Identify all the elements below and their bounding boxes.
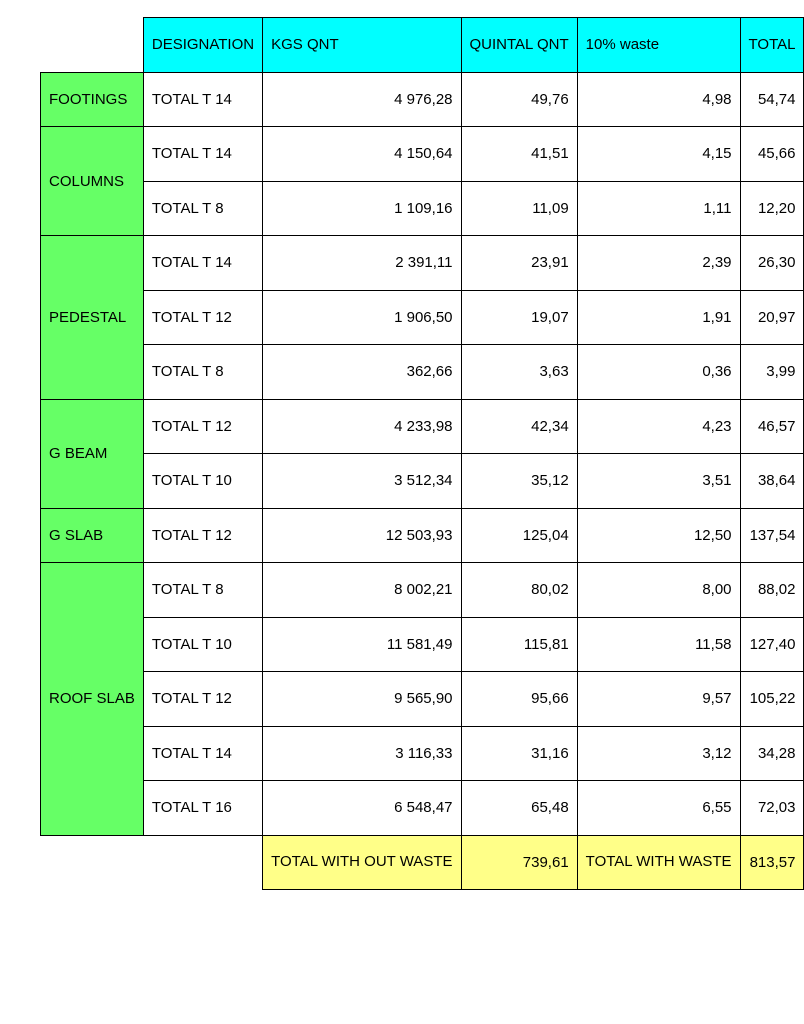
kgs-qnt-cell: 3 512,34: [263, 454, 461, 509]
category-cell: G BEAM: [41, 399, 144, 508]
total-cell: 38,64: [740, 454, 804, 509]
waste-cell: 2,39: [577, 236, 740, 291]
category-cell: COLUMNS: [41, 127, 144, 236]
total-cell: 34,28: [740, 726, 804, 781]
designation-cell: TOTAL T 14: [143, 127, 262, 182]
total-cell: 45,66: [740, 127, 804, 182]
header-waste: 10% waste: [577, 18, 740, 73]
table-row: [41, 726, 804, 781]
table-row: [41, 781, 804, 836]
total-cell: 88,02: [740, 563, 804, 618]
designation-cell: TOTAL T 14: [143, 236, 262, 291]
kgs-qnt-cell: 6 548,47: [263, 781, 461, 836]
quintal-qnt-cell: 31,16: [461, 726, 577, 781]
designation-cell: TOTAL T 12: [143, 672, 262, 727]
table-row: [41, 290, 804, 345]
kgs-qnt-cell: 12 503,93: [263, 508, 461, 563]
designation-cell: TOTAL T 10: [143, 617, 262, 672]
header-quintal-qnt: QUINTAL QNT: [461, 18, 577, 73]
total-cell: 54,74: [740, 72, 804, 127]
total-cell: 105,22: [740, 672, 804, 727]
quintal-qnt-cell: 3,63: [461, 345, 577, 400]
category-cell: FOOTINGS: [41, 72, 144, 127]
table-row: [41, 127, 804, 182]
kgs-qnt-cell: 3 116,33: [263, 726, 461, 781]
table-row: [41, 345, 804, 400]
table-row: [41, 617, 804, 672]
table-row: [41, 236, 804, 291]
header-designation: DESIGNATION: [143, 18, 262, 73]
total-cell: 137,54: [740, 508, 804, 563]
quintal-qnt-cell: 41,51: [461, 127, 577, 182]
quintal-qnt-cell: 65,48: [461, 781, 577, 836]
designation-cell: TOTAL T 12: [143, 399, 262, 454]
table-row: [41, 508, 804, 563]
total-cell: 12,20: [740, 181, 804, 236]
designation-cell: TOTAL T 10: [143, 454, 262, 509]
quintal-qnt-cell: 23,91: [461, 236, 577, 291]
kgs-qnt-cell: 9 565,90: [263, 672, 461, 727]
designation-cell: TOTAL T 14: [143, 72, 262, 127]
designation-cell: TOTAL T 8: [143, 345, 262, 400]
quintal-qnt-cell: 95,66: [461, 672, 577, 727]
designation-cell: TOTAL T 12: [143, 290, 262, 345]
total-cell: 20,97: [740, 290, 804, 345]
kgs-qnt-cell: 1 906,50: [263, 290, 461, 345]
quintal-qnt-cell: 49,76: [461, 72, 577, 127]
quintal-qnt-cell: 11,09: [461, 181, 577, 236]
total-without-waste-label: TOTAL WITH OUT WASTE: [263, 835, 461, 890]
waste-cell: 4,98: [577, 72, 740, 127]
total-cell: 46,57: [740, 399, 804, 454]
waste-cell: 9,57: [577, 672, 740, 727]
table-row: [41, 454, 804, 509]
total-with-waste-label: TOTAL WITH WASTE: [577, 835, 740, 890]
designation-cell: TOTAL T 8: [143, 563, 262, 618]
waste-cell: 11,58: [577, 617, 740, 672]
table-row: [41, 672, 804, 727]
header-row: [41, 18, 804, 73]
waste-cell: 4,15: [577, 127, 740, 182]
category-cell: G SLAB: [41, 508, 144, 563]
waste-cell: 12,50: [577, 508, 740, 563]
kgs-qnt-cell: 8 002,21: [263, 563, 461, 618]
kgs-qnt-cell: 4 233,98: [263, 399, 461, 454]
table-body: [41, 72, 804, 835]
designation-cell: TOTAL T 12: [143, 508, 262, 563]
quintal-qnt-cell: 80,02: [461, 563, 577, 618]
table-row: [41, 563, 804, 618]
total-cell: 3,99: [740, 345, 804, 400]
waste-cell: 6,55: [577, 781, 740, 836]
waste-cell: 8,00: [577, 563, 740, 618]
designation-cell: TOTAL T 8: [143, 181, 262, 236]
waste-cell: 3,51: [577, 454, 740, 509]
rebar-quantity-table: [40, 17, 804, 890]
table-row: [41, 72, 804, 127]
header-total: TOTAL: [740, 18, 804, 73]
kgs-qnt-cell: 4 976,28: [263, 72, 461, 127]
kgs-qnt-cell: 362,66: [263, 345, 461, 400]
kgs-qnt-cell: 11 581,49: [263, 617, 461, 672]
header-corner: [41, 18, 144, 73]
table-row: [41, 399, 804, 454]
total-cell: 72,03: [740, 781, 804, 836]
waste-cell: 4,23: [577, 399, 740, 454]
header-kgs-qnt: KGS QNT: [263, 18, 461, 73]
kgs-qnt-cell: 2 391,11: [263, 236, 461, 291]
waste-cell: 3,12: [577, 726, 740, 781]
designation-cell: TOTAL T 14: [143, 726, 262, 781]
quintal-qnt-cell: 125,04: [461, 508, 577, 563]
kgs-qnt-cell: 4 150,64: [263, 127, 461, 182]
waste-cell: 1,91: [577, 290, 740, 345]
total-with-waste-value: 813,57: [740, 835, 804, 890]
waste-cell: 0,36: [577, 345, 740, 400]
total-cell: 26,30: [740, 236, 804, 291]
quintal-qnt-cell: 42,34: [461, 399, 577, 454]
total-without-waste-value: 739,61: [461, 835, 577, 890]
category-cell: PEDESTAL: [41, 236, 144, 400]
category-cell: ROOF SLAB: [41, 563, 144, 836]
quintal-qnt-cell: 115,81: [461, 617, 577, 672]
quintal-qnt-cell: 19,07: [461, 290, 577, 345]
designation-cell: TOTAL T 16: [143, 781, 262, 836]
kgs-qnt-cell: 1 109,16: [263, 181, 461, 236]
waste-cell: 1,11: [577, 181, 740, 236]
quintal-qnt-cell: 35,12: [461, 454, 577, 509]
table-row: [41, 181, 804, 236]
summary-row: [41, 835, 804, 890]
total-cell: 127,40: [740, 617, 804, 672]
